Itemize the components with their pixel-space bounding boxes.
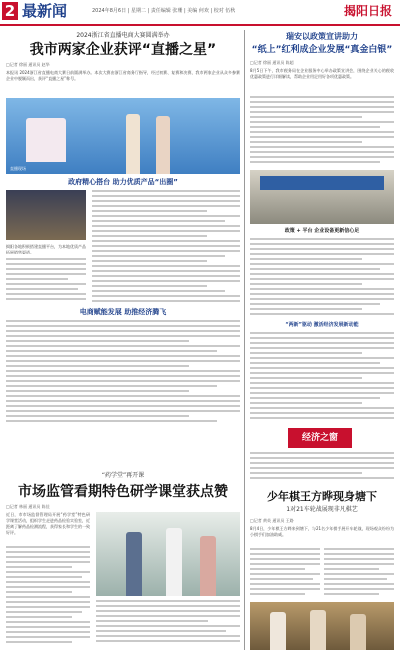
dateline: 2024年8月6日 | 星期二 | 责任编辑 张珊 | 美编 何欢 | 校对 伍秋 — [92, 8, 236, 14]
presenter-figure — [126, 114, 140, 174]
chess-byline: □记者 黄英 通讯员 王路 — [250, 518, 294, 523]
player-figure — [350, 614, 366, 650]
right-text-block-3 — [250, 452, 394, 484]
chess-photo — [250, 602, 394, 650]
column-divider — [244, 30, 245, 650]
bottom-photo — [96, 512, 240, 596]
right-byline: □记者 徐丽 通讯员 陈超 — [250, 60, 294, 65]
newspaper-logo: 揭阳日报 — [343, 4, 392, 18]
section-badge: 经济之窗 — [288, 428, 352, 448]
chess-text-lines-2 — [324, 548, 394, 598]
right-kicker: 瑞安以政策宣讲助力 — [286, 32, 358, 41]
right-body: 8月5日下午，我市税务局在企业服务中心举办政策宣讲会，围绕企业关心的税收优惠政策进行详细解读，帮助企业用足用好各项优惠政策。 — [250, 68, 394, 79]
masthead — [0, 0, 400, 26]
right-text-lines — [250, 96, 394, 166]
right-subhead-2: “两新”驱动 激活经济发展新动能 — [285, 322, 359, 328]
lead-headline: 我市两家企业获评“直播之星” — [29, 42, 217, 58]
right-text-block-2 — [250, 332, 394, 424]
right-caption: 政策 + 平台 企业设备更新信心足 — [284, 228, 360, 234]
bottom-text-lines-2 — [96, 600, 240, 648]
side-body: 揭阳各地积极搭建直播平台，为本地优质产品拓展销售渠道。 — [6, 244, 86, 254]
right-text-block — [250, 238, 394, 320]
side-subhead-2: 电商赋能发展 助推经济腾飞 — [79, 308, 167, 316]
product-display — [26, 118, 66, 162]
chess-text-lines — [250, 548, 320, 598]
page-number: 2 — [2, 2, 18, 20]
right-photo — [250, 170, 394, 224]
lead-byline: □记者 徐丽 通讯员 赵华 — [6, 62, 50, 67]
side-text-block — [6, 320, 240, 424]
chess-body: 8月4日，少年棋王方晔来到塘下，与21名少年棋手展开车轮战，现场观众纷纷为小棋手们加油助威。 — [250, 526, 394, 537]
lead-body: 本报讯 2024浙江省直播电商大赛日前圆满举办。本次大赛由浙江省商务厅指导，经过初赛、复赛和决赛，我市两家企业从众多参赛企业中脱颖而出，获评“直播之星”称号。 — [6, 70, 240, 81]
right-headline: “纸上”红利成企业发展“真金白银” — [251, 45, 393, 55]
bottom-headline: 市场监管看期特色研学课堂获点赞 — [18, 484, 228, 500]
bottom-text-lines — [6, 546, 90, 646]
side-photo — [6, 190, 86, 240]
side-subhead: 政府精心搭台 助力优质产品“出圈” — [68, 178, 178, 186]
inspector-figure — [166, 528, 182, 596]
player-figure — [270, 612, 286, 650]
section-title: 最新闻 — [22, 2, 68, 20]
student-figure — [126, 532, 142, 596]
side-text-lines — [6, 258, 86, 304]
player-figure — [310, 610, 326, 650]
side-text-column — [92, 190, 240, 304]
bottom-kicker: “药学堂”再开课 — [101, 472, 145, 479]
presenter-figure — [156, 116, 170, 174]
meeting-banner — [260, 176, 384, 190]
student-figure — [200, 536, 216, 596]
bottom-body: 近日，市市场监督管理局开展“药学堂”特色研学课堂活动，组织学生走进药品检验实验室，近距离了解药品检测流程，获得家长和学生的一致好评。 — [6, 512, 90, 535]
lead-kicker: 2024浙江省直播电商大赛圆满举办 — [76, 32, 170, 39]
photo-caption: 直播现场 — [10, 166, 26, 171]
chess-headline: 少年棋王方晔现身塘下 — [267, 490, 377, 503]
lead-photo — [6, 98, 240, 174]
bottom-byline: □记者 林丽 通讯员 陈佳 — [6, 504, 50, 509]
chess-subhead: 1对21车轮战展现非凡棋艺 — [286, 506, 358, 513]
